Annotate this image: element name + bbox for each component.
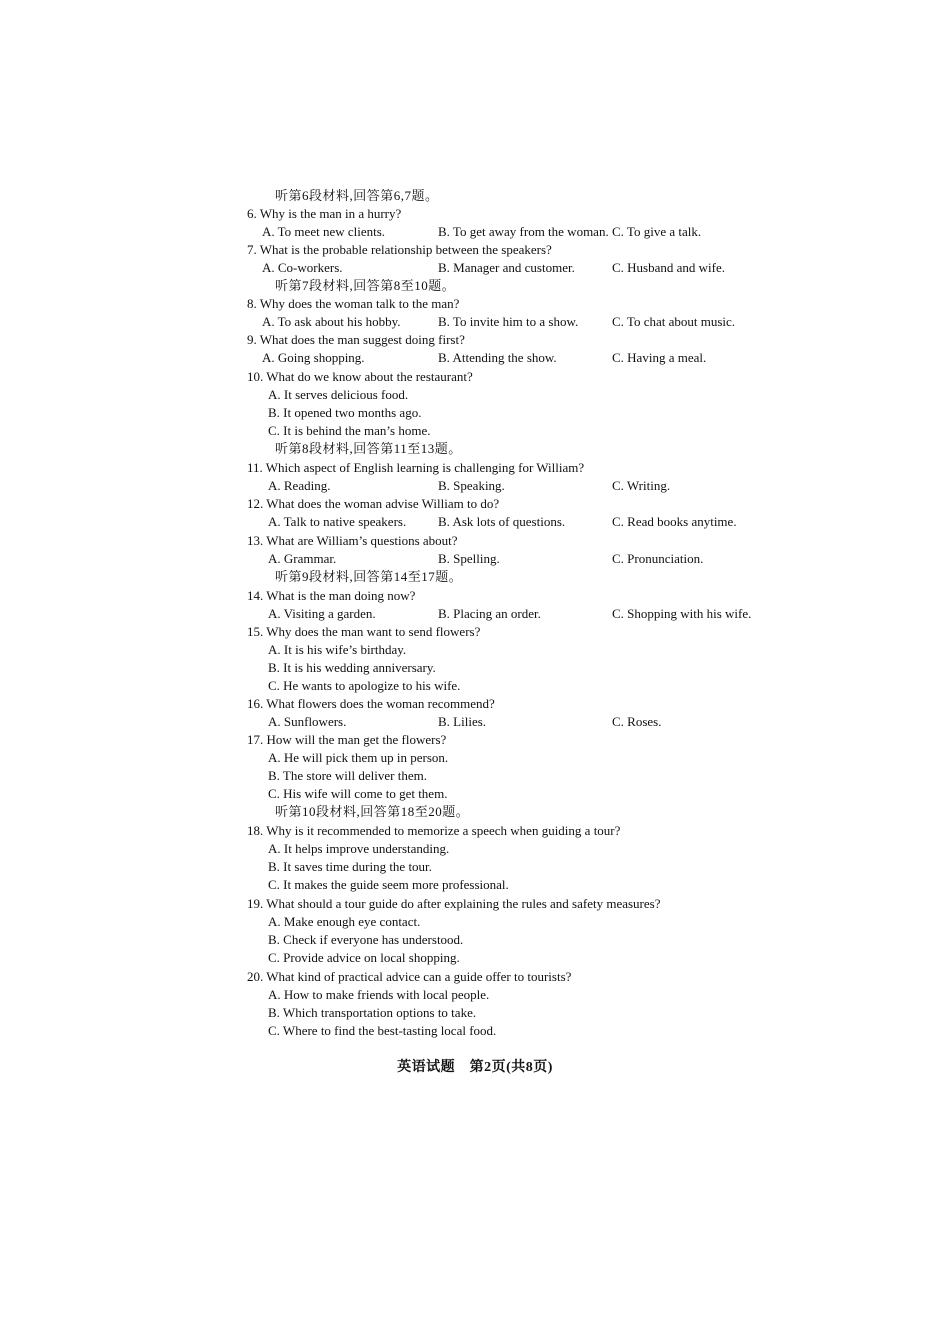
- question-14: 14. What is the man doing now?: [247, 588, 416, 603]
- option-7a: A. Co-workers.: [262, 260, 343, 275]
- option-19b: B. Check if everyone has understood.: [268, 932, 464, 947]
- option-8c: C. To chat about music.: [612, 314, 736, 329]
- section-heading-6: 听第6段材料,回答第6,7题。: [275, 188, 439, 203]
- option-11b: B. Speaking.: [438, 478, 505, 493]
- option-20a: A. How to make friends with local people.: [268, 987, 490, 1002]
- question-17: 17. How will the man get the flowers?: [247, 732, 447, 747]
- option-20b: B. Which transportation options to take.: [268, 1005, 477, 1020]
- option-10c: C. It is behind the man’s home.: [268, 423, 431, 438]
- option-19a: A. Make enough eye contact.: [268, 914, 421, 929]
- option-8b: B. To invite him to a show.: [438, 314, 579, 329]
- question-16: 16. What flowers does the woman recommend?: [247, 696, 495, 711]
- question-7: 7. What is the probable relationship between the speakers?: [247, 242, 552, 257]
- question-8: 8. Why does the woman talk to the man?: [247, 296, 460, 311]
- page-footer: 英语试题 第2页(共8页): [397, 1060, 553, 1075]
- option-19c: C. Provide advice on local shopping.: [268, 950, 460, 965]
- question-6: 6. Why is the man in a hurry?: [247, 206, 402, 221]
- question-13: 13. What are William’s questions about?: [247, 533, 458, 548]
- option-16b: B. Lilies.: [438, 714, 487, 729]
- option-15c: C. He wants to apologize to his wife.: [268, 678, 461, 693]
- option-14b: B. Placing an order.: [438, 606, 541, 621]
- option-15a: A. It is his wife’s birthday.: [268, 642, 407, 657]
- option-15b: B. It is his wedding anniversary.: [268, 660, 436, 675]
- option-6a: A. To meet new clients.: [262, 224, 386, 239]
- option-14a: A. Visiting a garden.: [268, 606, 376, 621]
- question-12: 12. What does the woman advise William to do?: [247, 496, 500, 511]
- question-15: 15. Why does the man want to send flowers?: [247, 624, 481, 639]
- option-17b: B. The store will deliver them.: [268, 768, 427, 783]
- option-13a: A. Grammar.: [268, 551, 337, 566]
- option-9a: A. Going shopping.: [262, 350, 365, 365]
- section-heading-9: 听第9段材料,回答第14至17题。: [275, 569, 463, 584]
- option-7c: C. Husband and wife.: [612, 260, 726, 275]
- option-17c: C. His wife will come to get them.: [268, 786, 448, 801]
- question-19: 19. What should a tour guide do after explaining the rules and safety measures?: [247, 896, 661, 911]
- option-7b: B. Manager and customer.: [438, 260, 575, 275]
- option-17a: A. He will pick them up in person.: [268, 750, 449, 765]
- question-9: 9. What does the man suggest doing first?: [247, 332, 465, 347]
- option-20c: C. Where to find the best-tasting local food.: [268, 1023, 497, 1038]
- section-heading-7: 听第7段材料,回答第8至10题。: [275, 278, 456, 293]
- option-8a: A. To ask about his hobby.: [262, 314, 401, 329]
- option-11a: A. Reading.: [268, 478, 331, 493]
- section-heading-8: 听第8段材料,回答第11至13题。: [275, 441, 462, 456]
- option-11c: C. Writing.: [612, 478, 671, 493]
- option-16c: C. Roses.: [612, 714, 662, 729]
- question-10: 10. What do we know about the restaurant?: [247, 369, 473, 384]
- option-10b: B. It opened two months ago.: [268, 405, 422, 420]
- option-16a: A. Sunflowers.: [268, 714, 347, 729]
- option-12c: C. Read books anytime.: [612, 514, 737, 529]
- option-13b: B. Spelling.: [438, 551, 500, 566]
- option-6c: C. To give a talk.: [612, 224, 702, 239]
- question-18: 18. Why is it recommended to memorize a speech when guiding a tour?: [247, 823, 621, 838]
- option-18b: B. It saves time during the tour.: [268, 859, 432, 874]
- option-12a: A. Talk to native speakers.: [268, 514, 407, 529]
- option-12b: B. Ask lots of questions.: [438, 514, 566, 529]
- option-9b: B. Attending the show.: [438, 350, 557, 365]
- option-6b: B. To get away from the woman.: [438, 224, 609, 239]
- option-18c: C. It makes the guide seem more professional.: [268, 877, 509, 892]
- section-heading-10: 听第10段材料,回答第18至20题。: [275, 804, 470, 819]
- option-9c: C. Having a meal.: [612, 350, 707, 365]
- question-20: 20. What kind of practical advice can a guide offer to tourists?: [247, 969, 572, 984]
- question-11: 11. Which aspect of English learning is challenging for William?: [247, 460, 585, 475]
- option-10a: A. It serves delicious food.: [268, 387, 409, 402]
- option-18a: A. It helps improve understanding.: [268, 841, 450, 856]
- option-14c: C. Shopping with his wife.: [612, 606, 752, 621]
- option-13c: C. Pronunciation.: [612, 551, 704, 566]
